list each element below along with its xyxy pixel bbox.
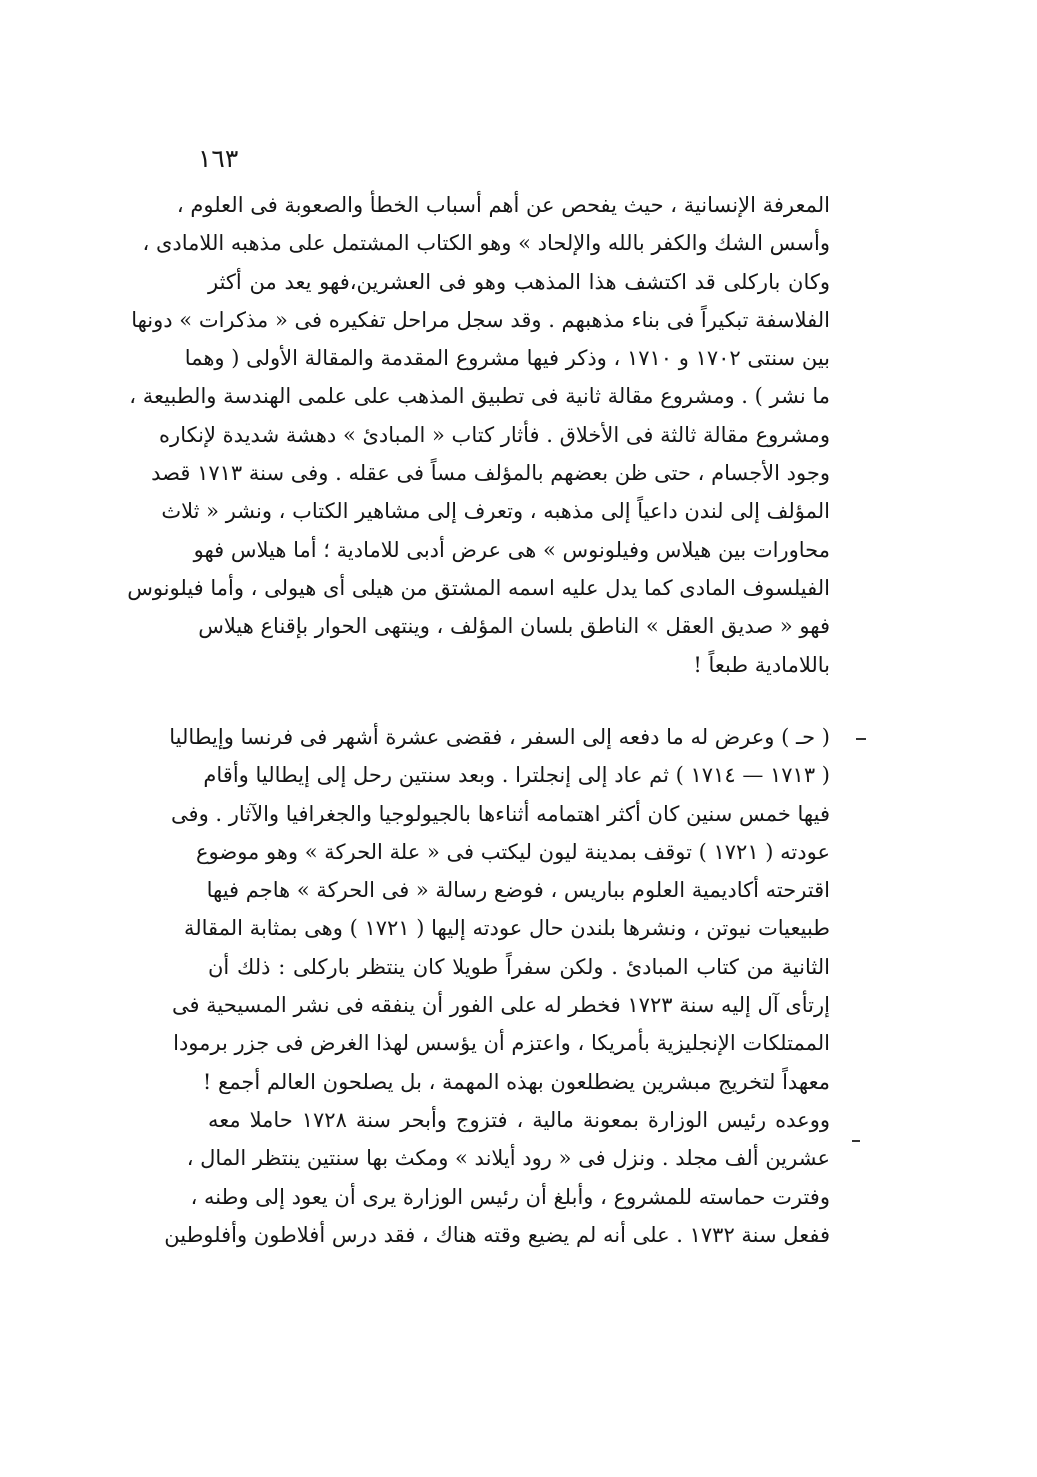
- text-line: الفلاسفة تبكيراً فى بناء مذهبهم . وقد سجل مراحل تفكيره فى « مذكرات » دونها: [131, 307, 830, 332]
- margin-mark: [856, 738, 866, 740]
- text-line: ففعل سنة ١٧٣٢ . على أنه لم يضيع وقته هناك ، فقد درس أفلاطون وأفلوطين: [164, 1222, 830, 1247]
- text-line: وفترت حماسته للمشروع ، وأبلغ أن رئيس الوزارة يرى أن يعود إلى وطنه ،: [190, 1184, 830, 1209]
- text-line: وجود الأجسام ، حتى ظن بعضهم بالمؤلف مساً فى عقله . وفى سنة ١٧١٣ قصد: [151, 461, 830, 486]
- text-line: وكان باركلى قد اكتشف هذا المذهب وهو فى العشرين،فهو يعد من أكثر: [208, 269, 830, 294]
- text-line: ( ١٧١٣ — ١٧١٤ ) ثم عاد إلى إنجلترا . وبعد سنتين رحل إلى إيطاليا وأقام: [203, 763, 830, 788]
- text-line: ومشروع مقالة ثالثة فى الأخلاق . فأثار كتاب « المبادئ » دهشة شديدة لإنكاره: [159, 422, 830, 447]
- text-line: عودته ( ١٧٢١ ) توقف بمدينة ليون ليكتب فى « علة الحركة » وهو موضوع: [195, 839, 830, 864]
- margin-mark: [852, 1140, 860, 1142]
- text-line: ما نشر ) . ومشروع مقالة ثانية فى تطبيق المذهب على علمى الهندسة والطبيعة ،: [129, 384, 830, 409]
- text-line: معهداً لتخريج مبشرين يضطلعون بهذه المهمة ، بل يصلحون العالم أجمع !: [202, 1069, 830, 1094]
- text-line: طبيعيات نيوتن ، ونشرها بلندن حال عودته إليها ( ١٧٢١ ) وهى بمثابة المقالة: [183, 916, 830, 941]
- text-line: الممتلكات الإنجليزية بأمريكا ، واعتزم أن يؤسس لهذا الغرض فى جزر برمودا: [173, 1031, 830, 1056]
- text-line: ووعده رئيس الوزارة بمعونة مالية ، فتزوج وأبحر سنة ١٧٢٨ حاملا معه: [208, 1107, 830, 1132]
- text-line: فيها خمس سنين كان أكثر اهتمامه أثناءها بالجيولوجيا والجغرافيا والآثار . وفى: [171, 801, 830, 826]
- text-line: الفيلسوف المادى كما يدل عليه اسمه المشتق من هيلى أى هيولى ، وأما فيلونوس: [127, 575, 830, 600]
- text-line: فهو « صديق العقل » الناطق بلسان المؤلف ، وينتهى الحوار بإقناع هيلاس: [198, 614, 830, 639]
- text-line: بين سنتى ١٧٠٢ و ١٧١٠ ، وذكر فيها مشروع المقدمة والمقالة الأولى ( وهما: [184, 346, 830, 371]
- text-line: وأسس الشك والكفر بالله والإلحاد » وهو الكتاب المشتمل على مذهبه اللامادى ،: [142, 231, 830, 256]
- page-number: ١٦٣: [198, 144, 239, 173]
- paragraph-1: [127, 186, 830, 684]
- text-line: ( حـ ) وعرض له ما دفعه إلى السفر ، فقضى عشرة أشهر فى فرنسا وإيطاليا: [169, 725, 830, 749]
- text-line: إرتأى آل إليه سنة ١٧٢٣ فخطر له على الفور أن ينفقه فى نشر المسيحية فى: [171, 993, 830, 1018]
- text-line: اقترحته أكاديمية العلوم بباريس ، فوضع رسالة « فى الحركة » هاجم فيها: [206, 878, 830, 903]
- text-line: محاورات بين هيلاس وفيلونوس » هى عرض أدبى للامادية ؛ أما هيلاس فهو: [193, 537, 830, 562]
- text-line: باللامادية طبعاً !: [693, 652, 830, 677]
- paragraph-2: [164, 718, 830, 1254]
- text-line: المعرفة الإنسانية ، حيث يفحص عن أهم أسباب الخطأ والصعوبة فى العلوم ،: [176, 193, 830, 217]
- text-line: عشرين ألف مجلد . ونزل فى « رود أيلاند » ومكث بها سنتين ينتظر المال ،: [186, 1146, 830, 1171]
- text-line: الثانية من كتاب المبادئ . ولكن سفراً طويلا كان ينتظر باركلى : ذلك أن: [208, 954, 830, 979]
- text-line: المؤلف إلى لندن داعياً إلى مذهبه ، وتعرف إلى مشاهير الكتاب ، ونشر « ثلاث: [161, 499, 830, 524]
